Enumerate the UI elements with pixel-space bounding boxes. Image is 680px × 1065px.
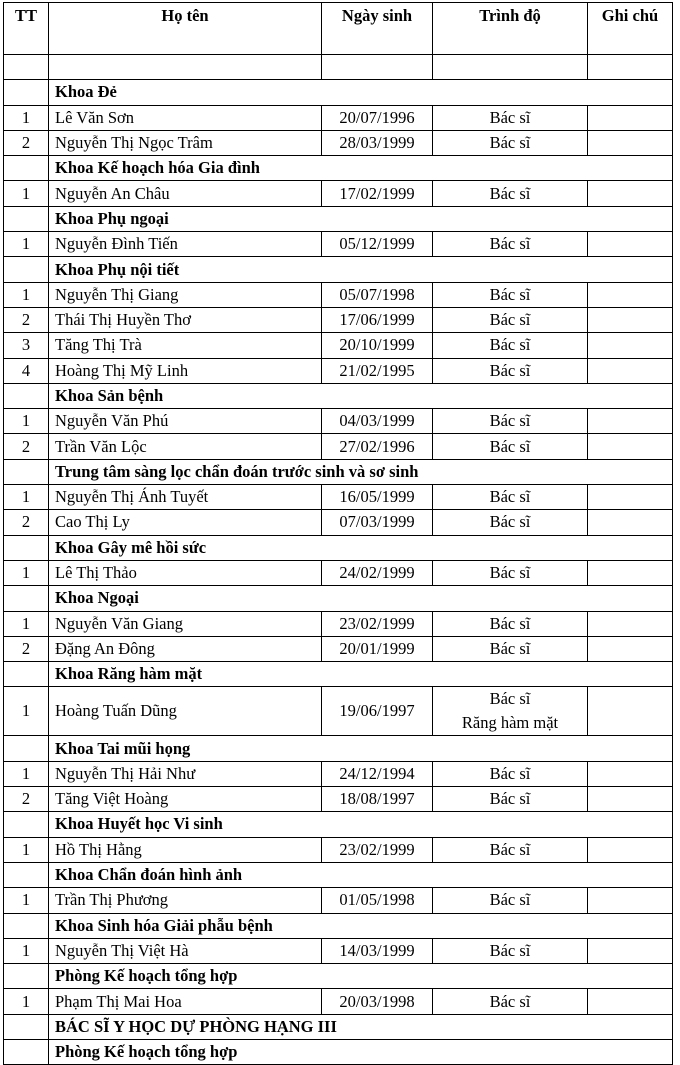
note-cell (588, 358, 673, 383)
tt-cell (4, 383, 49, 408)
section-row (4, 812, 673, 837)
table-row (4, 181, 673, 206)
section-title: Khoa Chẩn đoán hình ảnh (49, 862, 673, 887)
header-note: Ghi chú (588, 3, 673, 55)
tt-cell: 2 (4, 307, 49, 332)
level-cell: Bác sĩ (433, 282, 588, 307)
section-title: Khoa Răng hàm mặt (49, 662, 673, 687)
tt-cell: 1 (4, 761, 49, 786)
tt-cell (4, 156, 49, 181)
tt-cell: 1 (4, 611, 49, 636)
dob-cell: 05/12/1999 (322, 232, 433, 257)
note-cell (588, 938, 673, 963)
dob-cell: 14/03/1999 (322, 938, 433, 963)
level-cell: Bác sĩ (433, 181, 588, 206)
tt-cell: 2 (4, 787, 49, 812)
name-cell: Trần Văn Lộc (49, 434, 322, 459)
dob-cell: 05/07/1998 (322, 282, 433, 307)
level-specialty-line: Răng hàm mặt (461, 713, 559, 733)
tt-cell (4, 586, 49, 611)
blank-row (4, 55, 673, 80)
note-cell (588, 510, 673, 535)
level-cell: Bác sĩ (433, 636, 588, 661)
section-title: Khoa Kế hoạch hóa Gia đình (49, 156, 673, 181)
level-cell: Bác sĩ (433, 333, 588, 358)
section-title: Khoa Phụ nội tiết (49, 257, 673, 282)
level-cell: Bác sĩ (433, 787, 588, 812)
tt-cell (4, 913, 49, 938)
note-cell (588, 55, 673, 80)
table-row (4, 409, 673, 434)
tt-cell (4, 257, 49, 282)
section-title: Khoa Đẻ (49, 80, 673, 105)
note-cell (588, 611, 673, 636)
name-cell: Nguyễn Thị Ánh Tuyết (49, 485, 322, 510)
note-cell (588, 232, 673, 257)
name-cell: Hoàng Tuấn Dũng (49, 687, 322, 736)
level-cell: Bác sĩ (433, 761, 588, 786)
tt-cell (4, 662, 49, 687)
table-row (4, 888, 673, 913)
name-cell: Cao Thị Ly (49, 510, 322, 535)
section-title: Phòng Kế hoạch tổng hợp (49, 964, 673, 989)
dob-cell: 01/05/1998 (322, 888, 433, 913)
level-cell: Bác sĩ (433, 307, 588, 332)
table-row (4, 282, 673, 307)
section-row (4, 964, 673, 989)
section-title: Khoa Ngoại (49, 586, 673, 611)
tt-cell (4, 1039, 49, 1064)
name-cell: Hồ Thị Hằng (49, 837, 322, 862)
table-body (4, 55, 673, 1065)
tt-cell (4, 55, 49, 80)
section-row (4, 459, 673, 484)
level-cell: Bác sĩ (433, 611, 588, 636)
level-cell: Bác sĩ (433, 358, 588, 383)
dob-cell: 20/10/1999 (322, 333, 433, 358)
tt-cell: 1 (4, 282, 49, 307)
tt-cell: 4 (4, 358, 49, 383)
level-cell: Bác sĩ (433, 434, 588, 459)
tt-cell: 1 (4, 888, 49, 913)
dob-cell (322, 55, 433, 80)
staff-table (3, 2, 673, 1065)
section-row (4, 586, 673, 611)
tt-cell: 1 (4, 560, 49, 585)
section-title: Khoa Phụ ngoại (49, 206, 673, 231)
tt-cell: 2 (4, 636, 49, 661)
name-cell: Đặng An Đông (49, 636, 322, 661)
level-line: Bác sĩ (489, 689, 531, 709)
header-name: Họ tên (49, 3, 322, 55)
dob-cell: 20/01/1999 (322, 636, 433, 661)
table-row (4, 485, 673, 510)
note-cell (588, 181, 673, 206)
table-row (4, 761, 673, 786)
tt-cell: 1 (4, 938, 49, 963)
tt-cell (4, 459, 49, 484)
header-level: Trình độ (433, 3, 588, 55)
note-cell (588, 560, 673, 585)
section-row (4, 913, 673, 938)
table-row (4, 560, 673, 585)
level-cell: Bác sĩ (433, 232, 588, 257)
note-cell (588, 485, 673, 510)
header-row (4, 3, 673, 55)
level-cell: Bác sĩ (433, 888, 588, 913)
tt-cell (4, 964, 49, 989)
table-row (4, 510, 673, 535)
tt-cell (4, 736, 49, 761)
note-cell (588, 687, 673, 736)
level-cell: Bác sĩ (433, 409, 588, 434)
section-row (4, 80, 673, 105)
dob-cell: 20/03/1998 (322, 989, 433, 1014)
name-cell: Nguyễn An Châu (49, 181, 322, 206)
tt-cell: 1 (4, 485, 49, 510)
tt-cell (4, 80, 49, 105)
level-cell (433, 55, 588, 80)
dob-cell: 20/07/1996 (322, 105, 433, 130)
section-title: Khoa Gây mê hồi sức (49, 535, 673, 560)
name-cell: Lê Thị Thảo (49, 560, 322, 585)
header-dob: Ngày sinh (322, 3, 433, 55)
dob-cell: 16/05/1999 (322, 485, 433, 510)
tt-cell: 2 (4, 510, 49, 535)
note-cell (588, 787, 673, 812)
table-row (4, 105, 673, 130)
tt-cell: 1 (4, 989, 49, 1014)
note-cell (588, 761, 673, 786)
note-cell (588, 989, 673, 1014)
tt-cell: 1 (4, 105, 49, 130)
dob-cell: 07/03/1999 (322, 510, 433, 535)
dob-cell: 24/12/1994 (322, 761, 433, 786)
name-cell: Trần Thị Phương (49, 888, 322, 913)
tt-cell (4, 1014, 49, 1039)
dob-cell: 27/02/1996 (322, 434, 433, 459)
tt-cell: 1 (4, 687, 49, 736)
level-cell: Bác sĩ (433, 130, 588, 155)
table-row (4, 787, 673, 812)
level-cell: Bác sĩ (433, 560, 588, 585)
section-title: Trung tâm sàng lọc chẩn đoán trước sinh và sơ sinh (49, 459, 673, 484)
dob-cell: 04/03/1999 (322, 409, 433, 434)
tt-cell: 1 (4, 409, 49, 434)
level-cell: Bác sĩ (433, 510, 588, 535)
tt-cell: 2 (4, 130, 49, 155)
name-cell: Nguyễn Văn Phú (49, 409, 322, 434)
table-row (4, 358, 673, 383)
section-title: Phòng Kế hoạch tổng hợp (49, 1039, 673, 1064)
name-cell: Phạm Thị Mai Hoa (49, 989, 322, 1014)
dob-cell: 17/02/1999 (322, 181, 433, 206)
tt-cell: 2 (4, 434, 49, 459)
tt-cell (4, 862, 49, 887)
section-title: Khoa Tai mũi họng (49, 736, 673, 761)
tt-cell: 1 (4, 232, 49, 257)
dob-cell: 21/02/1995 (322, 358, 433, 383)
section-row (4, 535, 673, 560)
table-row (4, 130, 673, 155)
table-row (4, 434, 673, 459)
table-row (4, 611, 673, 636)
table-row (4, 938, 673, 963)
section-row (4, 1039, 673, 1064)
dob-cell: 19/06/1997 (322, 687, 433, 736)
table-row (4, 989, 673, 1014)
level-cell: Bác sĩ (433, 485, 588, 510)
header-tt: TT (4, 3, 49, 55)
dob-cell: 23/02/1999 (322, 611, 433, 636)
note-cell (588, 333, 673, 358)
table-row (4, 636, 673, 661)
name-cell: Nguyễn Thị Việt Hà (49, 938, 322, 963)
dob-cell: 24/02/1999 (322, 560, 433, 585)
level-cell: Bác sĩ (433, 989, 588, 1014)
section-row (4, 862, 673, 887)
tt-cell: 1 (4, 837, 49, 862)
dob-cell: 23/02/1999 (322, 837, 433, 862)
name-cell: Tăng Thị Trà (49, 333, 322, 358)
dob-cell: 18/08/1997 (322, 787, 433, 812)
level-cell: Bác sĩ (433, 105, 588, 130)
name-cell: Thái Thị Huyền Thơ (49, 307, 322, 332)
level-cell (433, 687, 588, 736)
note-cell (588, 307, 673, 332)
section-title: Khoa Sinh hóa Giải phẫu bệnh (49, 913, 673, 938)
table-row (4, 837, 673, 862)
section-title: BÁC SĨ Y HỌC DỰ PHÒNG HẠNG III (49, 1014, 673, 1039)
section-row (4, 1014, 673, 1039)
name-cell: Hoàng Thị Mỹ Linh (49, 358, 322, 383)
note-cell (588, 636, 673, 661)
tt-cell: 3 (4, 333, 49, 358)
table-row (4, 307, 673, 332)
dob-cell: 17/06/1999 (322, 307, 433, 332)
name-cell: Tăng Việt Hoàng (49, 787, 322, 812)
section-row (4, 257, 673, 282)
name-cell: Nguyễn Đình Tiến (49, 232, 322, 257)
level-cell: Bác sĩ (433, 938, 588, 963)
name-cell (49, 55, 322, 80)
note-cell (588, 837, 673, 862)
name-cell: Lê Văn Sơn (49, 105, 322, 130)
name-cell: Nguyễn Thị Hải Như (49, 761, 322, 786)
table-row (4, 687, 673, 736)
section-row (4, 662, 673, 687)
name-cell: Nguyễn Văn Giang (49, 611, 322, 636)
note-cell (588, 105, 673, 130)
note-cell (588, 409, 673, 434)
tt-cell: 1 (4, 181, 49, 206)
table-row (4, 333, 673, 358)
name-cell: Nguyễn Thị Ngọc Trâm (49, 130, 322, 155)
section-title: Khoa Sản bệnh (49, 383, 673, 408)
tt-cell (4, 535, 49, 560)
section-row (4, 206, 673, 231)
note-cell (588, 888, 673, 913)
table-row (4, 232, 673, 257)
section-row (4, 383, 673, 408)
level-cell: Bác sĩ (433, 837, 588, 862)
section-row (4, 736, 673, 761)
section-row (4, 156, 673, 181)
tt-cell (4, 206, 49, 231)
note-cell (588, 282, 673, 307)
tt-cell (4, 812, 49, 837)
dob-cell: 28/03/1999 (322, 130, 433, 155)
note-cell (588, 130, 673, 155)
note-cell (588, 434, 673, 459)
section-title: Khoa Huyết học Vi sinh (49, 812, 673, 837)
name-cell: Nguyễn Thị Giang (49, 282, 322, 307)
